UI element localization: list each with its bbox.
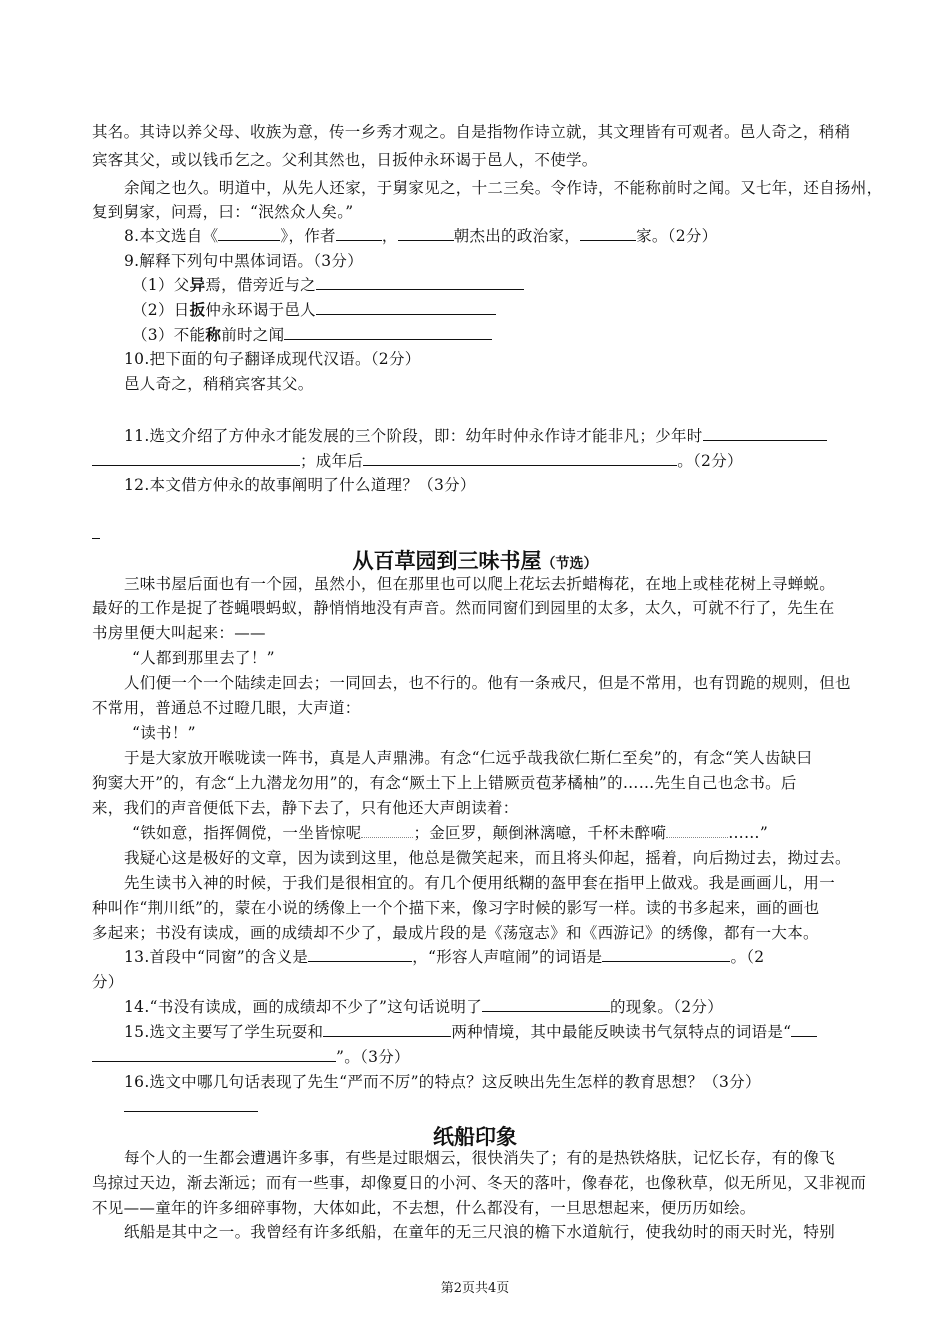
passage2-line: “读书！” — [132, 724, 196, 742]
passage2-line: 先生读书入神的时候，于我们是很相宜的。有几个便用纸糊的盔甲套在指甲上做戏。我是画画儿，用一 — [124, 874, 836, 892]
answer-blank[interactable] — [316, 274, 524, 290]
passage3-line: 鸟掠过天边，渐去渐远；而有一些事，却像夏日的小河、冬天的落叶，像春花，也像秋草，似无所见，又非视而 — [92, 1174, 867, 1192]
question-11: 11.选文介绍了方仲永才能发展的三个阶段，即：幼年时仲永作诗才能非凡；少年时 — [124, 424, 904, 448]
answer-blank[interactable] — [336, 225, 382, 241]
question-15-cont: ”。（3分） — [92, 1045, 872, 1069]
divider — [92, 538, 100, 539]
passage2-line: 不常用，普通总不过瞪几眼，大声道： — [92, 699, 361, 717]
answer-blank[interactable] — [323, 1021, 451, 1037]
passage2-line: 于是大家放开喉咙读一阵书，真是人声鼎沸。有念“仁远乎哉我欲仁斯仁至矣”的，有念“笑人齿缺曰 — [124, 749, 813, 767]
question-14: 14.“书没有读成，画的成绩却不少了”这句话说明了 的现象。（2分） — [124, 998, 724, 1016]
passage2-line: 狗窦大开”的，有念“上九潜龙勿用”的，有念“厥土下上上错厥贡苞茅橘柚”的……先生自己也念书。后 — [92, 774, 797, 792]
section-title: 纸船印象 — [433, 1125, 517, 1149]
question-15: 15.选文主要写了学生玩耍和 两种情境，其中最能反映读书气氛特点的词语是“ — [124, 1020, 904, 1044]
question-13: 13.首段中“同窗”的含义是 ，“形容人声喧闹”的词语是 。（2 — [124, 948, 765, 966]
dotted-gap — [666, 823, 728, 838]
question-16-stem: 16.选文中哪几句话表现了先生“严而不厉”的特点？这反映出先生怎样的教育思想？（3分） — [124, 1073, 761, 1091]
question-9-stem: 9.解释下列句中黑体词语。（3分） — [124, 252, 364, 270]
answer-blank[interactable] — [308, 946, 412, 962]
answer-blank[interactable] — [316, 299, 496, 315]
answer-blank[interactable] — [703, 425, 827, 441]
passage2-line: 人们便一个一个陆续走回去；一同回去，也不行的。他有一条戒尺，但是不常用，也有罚跪的规则，但也 — [124, 674, 851, 692]
question-9-item-2: （2）日扳仲永环谒于邑人 — [132, 298, 912, 322]
answer-rule[interactable] — [124, 1111, 258, 1112]
answer-blank[interactable] — [602, 946, 730, 962]
question-10-sentence: 邑人奇之，稍稍宾客其父。 — [124, 375, 314, 393]
answer-blank[interactable] — [791, 1021, 817, 1037]
passage3-line: 每个人的一生都会遭遇许多事，有些是过眼烟云，很快消失了；有的是热铁烙肤，记忆长存，有的像飞 — [124, 1149, 836, 1167]
page-footer: 第2页共4页 — [440, 1281, 510, 1296]
answer-blank[interactable] — [284, 324, 492, 340]
question-9-item-1: （1）父异焉，借旁近与之 — [132, 273, 912, 297]
passage1-line: 余闻之也久。明道中，从先人还家，于舅家见之，十二三矣。令作诗，不能称前时之闻。又七年，还自扬州， — [124, 179, 883, 197]
answer-blank[interactable] — [218, 225, 280, 241]
passage2-line: 最好的工作是捉了苍蝇喂蚂蚁，静悄悄地没有声音。然而同窗们到园里的太多，太久，可就不行了，先生在 — [92, 599, 835, 617]
answer-blank[interactable] — [580, 225, 636, 241]
question-8: 8.本文选自《 》，作者 ， 朝杰出的政治家， 家。（2分） — [124, 227, 718, 245]
passage2-line: 种叫作“荆川纸”的，蒙在小说的绣像上一个个描下来，像习字时候的影写一样。读的书多起来，画的画也 — [92, 899, 820, 917]
answer-blank[interactable] — [398, 225, 454, 241]
answer-blank[interactable] — [363, 450, 677, 466]
answer-blank[interactable] — [482, 996, 610, 1012]
passage3-line: 不见——童年的许多细碎事物，大体如此，不去想，什么都没有，一旦思想起来，便历历如绘。 — [92, 1199, 756, 1217]
passage2-line: “人都到那里去了！” — [132, 649, 275, 667]
answer-blank[interactable] — [92, 1046, 336, 1062]
question-9-item-3: （3）不能称前时之闻 — [132, 323, 912, 347]
section-title: 从百草园到三味书屋（节选） — [352, 549, 598, 573]
passage1-line: 宾客其父，或以钱币乞之。父利其然也，日扳仲永环谒于邑人，不使学。 — [92, 151, 598, 169]
passage2-line: 书房里便大叫起来：—— — [92, 624, 266, 642]
question-11-cont: ；成年后 。（2分） — [92, 449, 872, 473]
passage2-line: 我疑心这是极好的文章，因为读到这里，他总是微笑起来，而且将头仰起，摇着，向后拗过去，拗过去。 — [124, 849, 851, 867]
passage3-line: 纸船是其中之一。我曾经有许多纸船，在童年的无三尺浪的檐下水道航行，使我幼时的雨天时光，特别 — [124, 1223, 836, 1241]
passage2-line: 来，我们的声音便低下去，静下去了，只有他还大声朗读着： — [92, 799, 519, 817]
question-12-stem: 12.本文借方仲永的故事阐明了什么道理？（3分） — [124, 476, 476, 494]
dotted-gap — [361, 823, 413, 838]
passage1-line: 其名。其诗以养父母、收族为意，传一乡秀才观之。自是指物作诗立就，其文理皆有可观者。邑人奇之，稍稍 — [92, 123, 851, 141]
question-10-stem: 10.把下面的句子翻译成现代汉语。（2分） — [124, 350, 421, 368]
passage2-quote: “铁如意，指挥倜傥，一坐皆惊呢 ；金叵罗，颠倒淋漓噫，千杯未醉嗬 ……” — [132, 824, 769, 842]
passage1-line: 复到舅家，问焉，曰：“泯然众人矣。” — [92, 203, 354, 221]
passage2-line: 多起来；书没有读成，画的成绩却不少了，最成片段的是《荡寇志》和《西游记》的绣像，都有一大本。 — [92, 924, 819, 942]
question-13-cont: 分） — [92, 973, 124, 991]
answer-blank[interactable] — [92, 450, 300, 466]
passage2-line: 三味书屋后面也有一个园，虽然小，但在那里也可以爬上花坛去折蜡梅花，在地上或桂花树上寻蝉蜕。 — [124, 575, 836, 593]
